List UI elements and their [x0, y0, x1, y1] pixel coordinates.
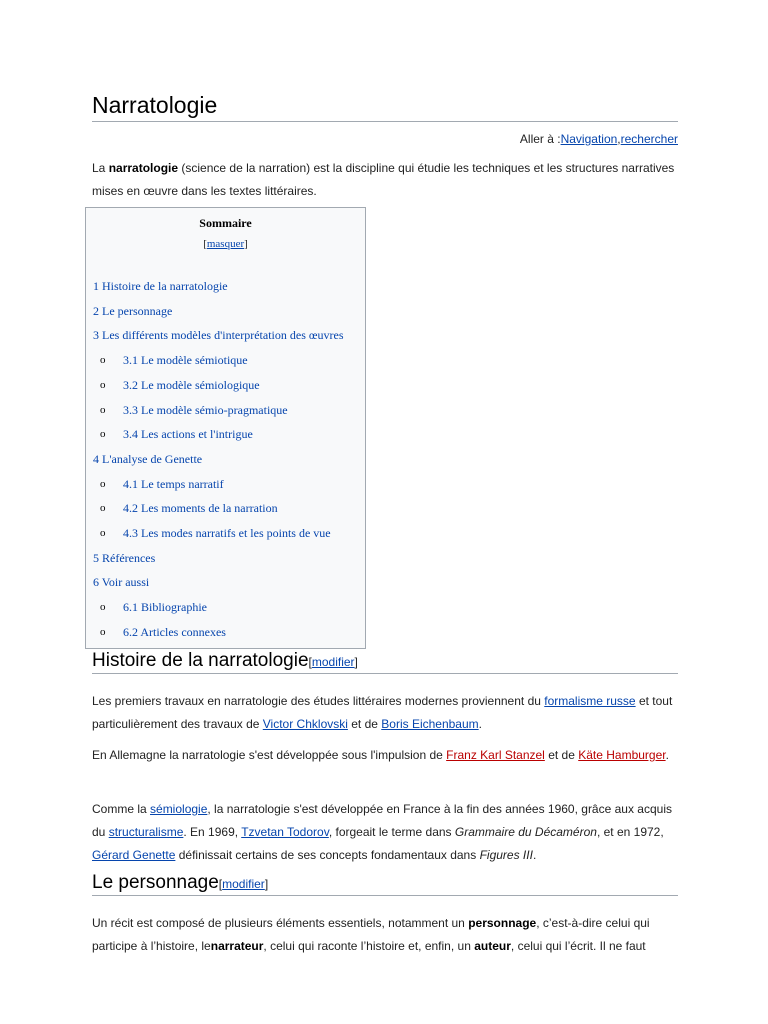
- text: , la narratologie s'est développée en France à la fin des années 1960, grâce aux acquis du: [92, 802, 672, 839]
- text: Les premiers travaux en narratologie des études littéraires modernes proviennent du: [92, 694, 545, 708]
- text: En Allemagne la narratologie s'est développée sous l'impulsion de: [92, 748, 447, 762]
- table-of-contents: [85, 207, 366, 649]
- intro-text-1: La: [92, 161, 109, 175]
- edit-section: [219, 877, 268, 891]
- toc-bullet: o: [100, 601, 106, 614]
- search-link[interactable]: rechercher: [620, 132, 678, 146]
- page-title: Narratologie: [92, 92, 678, 122]
- edit-link[interactable]: modifier: [311, 655, 355, 669]
- text: Comme la: [92, 802, 151, 816]
- edit-bracket-close: ]: [354, 655, 358, 669]
- section-title: Histoire de la narratologie: [92, 650, 309, 671]
- toc-toggle-bracket-close: ]: [244, 238, 248, 250]
- toc-bullet: o: [100, 527, 106, 539]
- italic-title: Grammaire du Décaméron: [454, 825, 597, 839]
- toc-link[interactable]: 3 Les différents modèles d'interprétation des œuvres: [93, 328, 344, 343]
- bold-term: auteur: [474, 939, 511, 953]
- toc-bullet: o: [100, 477, 106, 490]
- toc-link[interactable]: 6.1 Bibliographie: [123, 600, 207, 615]
- link-franz-karl-stanzel[interactable]: Franz Karl Stanzel: [446, 748, 545, 762]
- edit-section: [309, 655, 358, 669]
- toc-bullet: o: [100, 354, 106, 367]
- toc-bullet: o: [100, 428, 106, 441]
- link-semiologie[interactable]: sémiologie: [150, 802, 208, 816]
- jump-links: [520, 132, 678, 146]
- toc-link[interactable]: 3.4 Les actions et l'intrigue: [123, 427, 253, 442]
- text: .: [478, 717, 482, 731]
- section-heading-personnage: [92, 872, 678, 896]
- intro-text-2: (science de la narration) est la discipline qui étudie les techniques et les structures narratives mises en œuvre dans les textes littéraires.: [92, 161, 675, 198]
- toc-link[interactable]: 4 L'analyse de Genette: [93, 451, 203, 466]
- toc-bullet: o: [100, 403, 106, 416]
- text: , c’est-à-dire celui qui participe à l’histoire, le: [92, 916, 650, 953]
- toc-hide-link[interactable]: masquer: [206, 238, 245, 250]
- toc-bullet: o: [100, 502, 106, 515]
- toc-link[interactable]: 3.1 Le modèle sémiotique: [123, 353, 248, 368]
- italic-title: Figures III: [479, 848, 533, 862]
- jump-separator: ,: [617, 132, 621, 146]
- link-kate-hamburger[interactable]: Käte Hamburger: [578, 748, 666, 762]
- text: , et en 1972,: [596, 825, 664, 839]
- toc-link[interactable]: 2 Le personnage: [93, 303, 173, 318]
- text: et de: [544, 748, 579, 762]
- toc-link[interactable]: 5 Références: [93, 550, 156, 565]
- link-gerard-genette[interactable]: Gérard Genette: [92, 848, 176, 862]
- text: Un récit est composé de plusieurs éléments essentiels, notamment un: [92, 916, 469, 930]
- paragraph: [92, 798, 678, 867]
- text: .: [532, 848, 537, 862]
- link-formalisme-russe[interactable]: formalisme russe: [544, 694, 636, 708]
- jump-prefix: Aller à :: [519, 132, 561, 146]
- bold-term: personnage: [468, 916, 537, 930]
- toc-link[interactable]: 6 Voir aussi: [93, 575, 150, 590]
- text: et tout particulièrement des travaux de: [92, 694, 673, 731]
- toc-bullet: o: [100, 625, 106, 638]
- text: . En 1969,: [183, 825, 242, 839]
- edit-link[interactable]: modifier: [222, 877, 265, 891]
- text: , celui qui raconte l’histoire et, enfin, un: [263, 939, 475, 953]
- toc-link[interactable]: 4.1 Le temps narratif: [123, 476, 224, 491]
- toc-link[interactable]: 4.2 Les moments de la narration: [123, 501, 278, 516]
- toc-bullet: o: [100, 378, 106, 391]
- link-tzvetan-todorov[interactable]: Tzvetan Todorov: [241, 825, 329, 839]
- toc-title: Sommaire: [199, 216, 252, 230]
- text: et de: [347, 717, 382, 731]
- text: définissait certains de ses concepts fondamentaux dans: [175, 848, 480, 862]
- toc-toggle: [86, 238, 365, 250]
- text: , forgeait le terme dans: [328, 825, 455, 839]
- toc-link[interactable]: 6.2 Articles connexes: [123, 624, 226, 639]
- toc-link[interactable]: 4.3 Les modes narratifs et les points de vue: [123, 526, 331, 540]
- toc-toggle-bracket-open: [: [203, 238, 207, 250]
- navigation-link[interactable]: Navigation: [560, 132, 618, 146]
- bold-term: narrateur: [210, 939, 264, 953]
- section-title: Le personnage: [92, 872, 219, 893]
- link-victor-chklovski[interactable]: Victor Chklovski: [262, 717, 348, 731]
- edit-bracket-open: [: [308, 655, 312, 669]
- section-heading-histoire: [92, 650, 678, 674]
- text: .: [665, 748, 669, 762]
- intro-bold-term: narratologie: [108, 161, 179, 175]
- edit-bracket-open: [: [218, 877, 223, 891]
- link-boris-eichenbaum[interactable]: Boris Eichenbaum: [381, 717, 479, 731]
- paragraph: [92, 690, 678, 736]
- toc-link[interactable]: 3.3 Le modèle sémio-pragmatique: [123, 402, 288, 417]
- text: , celui qui l’écrit. Il ne faut: [510, 939, 646, 953]
- link-structuralisme[interactable]: structuralisme: [108, 825, 184, 839]
- paragraph: [92, 912, 678, 958]
- toc-link[interactable]: 1 Histoire de la narratologie: [93, 279, 228, 293]
- edit-bracket-close: ]: [264, 877, 269, 891]
- toc-link[interactable]: 3.2 Le modèle sémiologique: [123, 377, 260, 392]
- paragraph: [92, 744, 678, 767]
- intro-paragraph: [92, 157, 678, 203]
